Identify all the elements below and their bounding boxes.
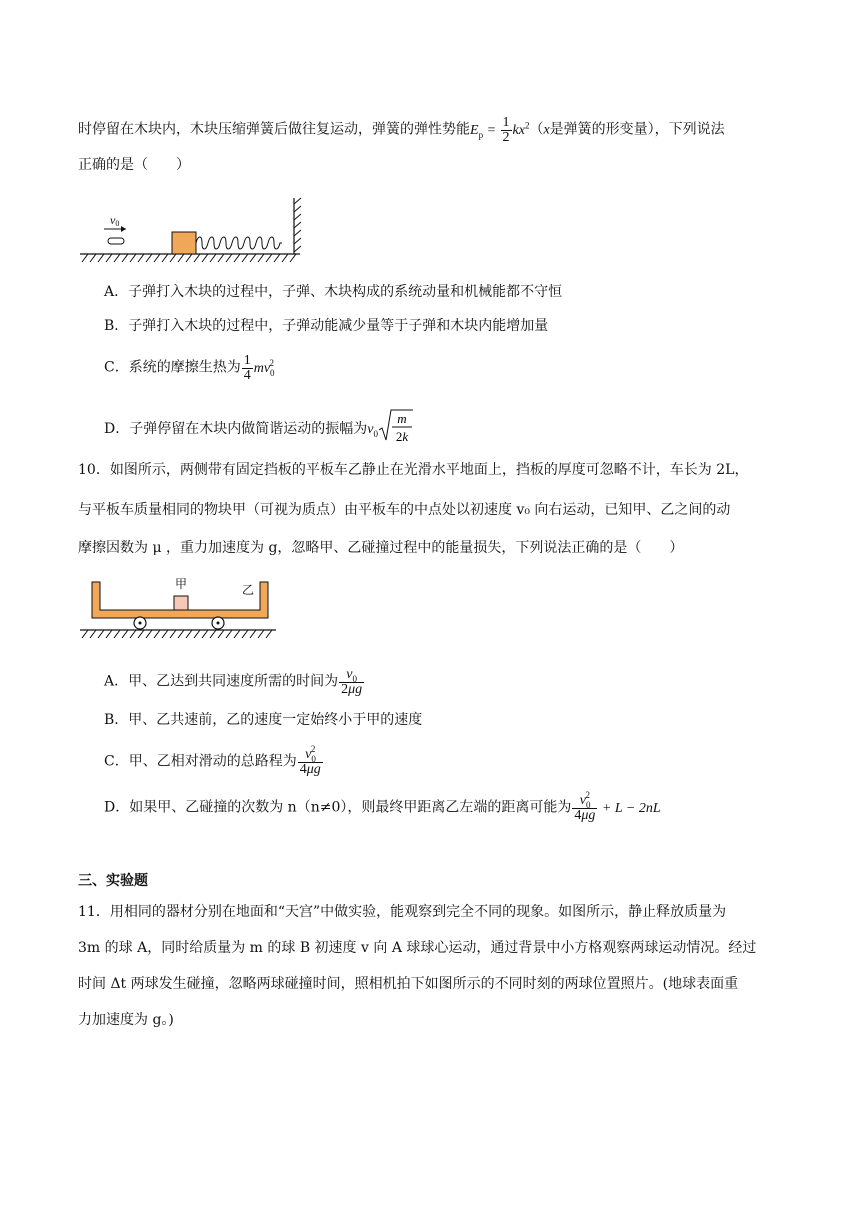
sqrt-expression <box>378 408 414 446</box>
q10-option-c-text: C．甲、乙相对滑动的总路程为 <box>104 753 297 770</box>
q11-line4: 力加速度为 g。) <box>78 1012 174 1028</box>
q10-option-d-text: D．如果甲、乙碰撞的次数为 n（n≠0），则最终甲距离乙左端的距离可能为 <box>104 799 572 816</box>
yi-label: 乙 <box>242 583 255 597</box>
q10-figure <box>78 572 278 644</box>
block-jia <box>174 596 188 610</box>
q9-option-c-text: C．系统的摩擦生热为 <box>104 359 241 376</box>
q10-line2: 与平板车质量相同的物块甲（可视为质点）由平板车的中点处以初速度 v₀ 向右运动，已知甲、乙之间的动 <box>78 502 731 518</box>
q9-option-d[interactable]: D．子弹停留在木块内做简谐运动的振幅为$v_0$ m 2k <box>104 410 414 448</box>
spring <box>196 237 282 249</box>
svg-text:m: m <box>397 411 407 426</box>
q10-line1: 10．如图所示，两侧带有固定挡板的平板车乙静止在光滑水平地面上，挡板的厚度可忽略不计，车长为 2L， <box>78 462 749 478</box>
v0-label: v0 <box>110 213 120 228</box>
q9-option-d-text: D．子弹停留在木块内做简谐运动的振幅为 <box>104 421 368 437</box>
q10-option-a[interactable]: A．甲、乙达到共同速度所需的时间为 $\frac{v_0}{2\mu g}$ <box>104 667 363 697</box>
q10-option-d[interactable]: D．如果甲、乙碰撞的次数为 n（n≠0），则最终甲距离乙左端的距离可能为 $\frac{v_0^2}{4\mu g}$ + L − 2nL <box>104 790 661 823</box>
q9-figure <box>78 196 308 266</box>
q9-text-c: 是弹簧的形变量），下列说法 <box>549 121 725 138</box>
q11-line3: 时间 Δt 两球发生碰撞，忽略两球碰撞时间，照相机拍下如图所示的不同时刻的两球位置照片。(地球表面重 <box>78 976 739 992</box>
q11-line1: 11．用相同的器材分别在地面和“天宫”中做实验，能观察到完全不同的现象。如图所示，静止释放质量为 <box>78 904 727 920</box>
jia-label: 甲 <box>175 577 188 591</box>
q10-option-c[interactable]: C．甲、乙相对滑动的总路程为 $\frac{v_0^2}{4\mu g}$ <box>104 744 321 777</box>
q10-line3: 摩擦因数为 μ ，重力加速度为 g，忽略甲、乙碰撞过程中的能量损失，下列说法正确的是（ ） <box>78 540 684 556</box>
bullet <box>108 238 124 244</box>
q9-option-b[interactable]: B．子弹打入木块的过程中，子弹动能减少量等于子弹和木块内能增加量 <box>104 318 549 334</box>
x-var: x <box>543 122 550 138</box>
q9-text-a: 时停留在木块内，木块压缩弹簧后做往复运动，弹簧的弹性势能 <box>78 121 470 138</box>
q9-option-c[interactable]: C．系统的摩擦生热为 $\frac{1}{4}$ $mv_0^2$ <box>104 353 275 383</box>
q10-option-a-text: A．甲、乙达到共同速度所需的时间为 <box>104 673 339 690</box>
q9-intro-line1 <box>78 116 725 145</box>
q9-intro-line2: 正确的是（ ） <box>78 157 190 173</box>
q9-option-a[interactable]: A．子弹打入木块的过程中，子弹、木块构成的系统动量和机械能都不守恒 <box>104 284 563 300</box>
svg-text:2k: 2k <box>395 429 409 444</box>
wood-block <box>172 232 196 254</box>
ep-formula: $E_p$ = $\frac{1}{2}$ $kx^2$ <box>470 115 530 145</box>
q11-line2: 3m 的球 A，同时给质量为 m 的球 B 初速度 v 向 A 球球心运动，通过背景中小方格观察两球运动情况。经过 <box>78 940 757 956</box>
section-title-experiment: 三、实验题 <box>78 873 148 889</box>
q9-text-b: （ <box>529 121 544 138</box>
q10-option-b[interactable]: B．甲、乙共速前，乙的速度一定始终小于甲的速度 <box>104 712 423 728</box>
